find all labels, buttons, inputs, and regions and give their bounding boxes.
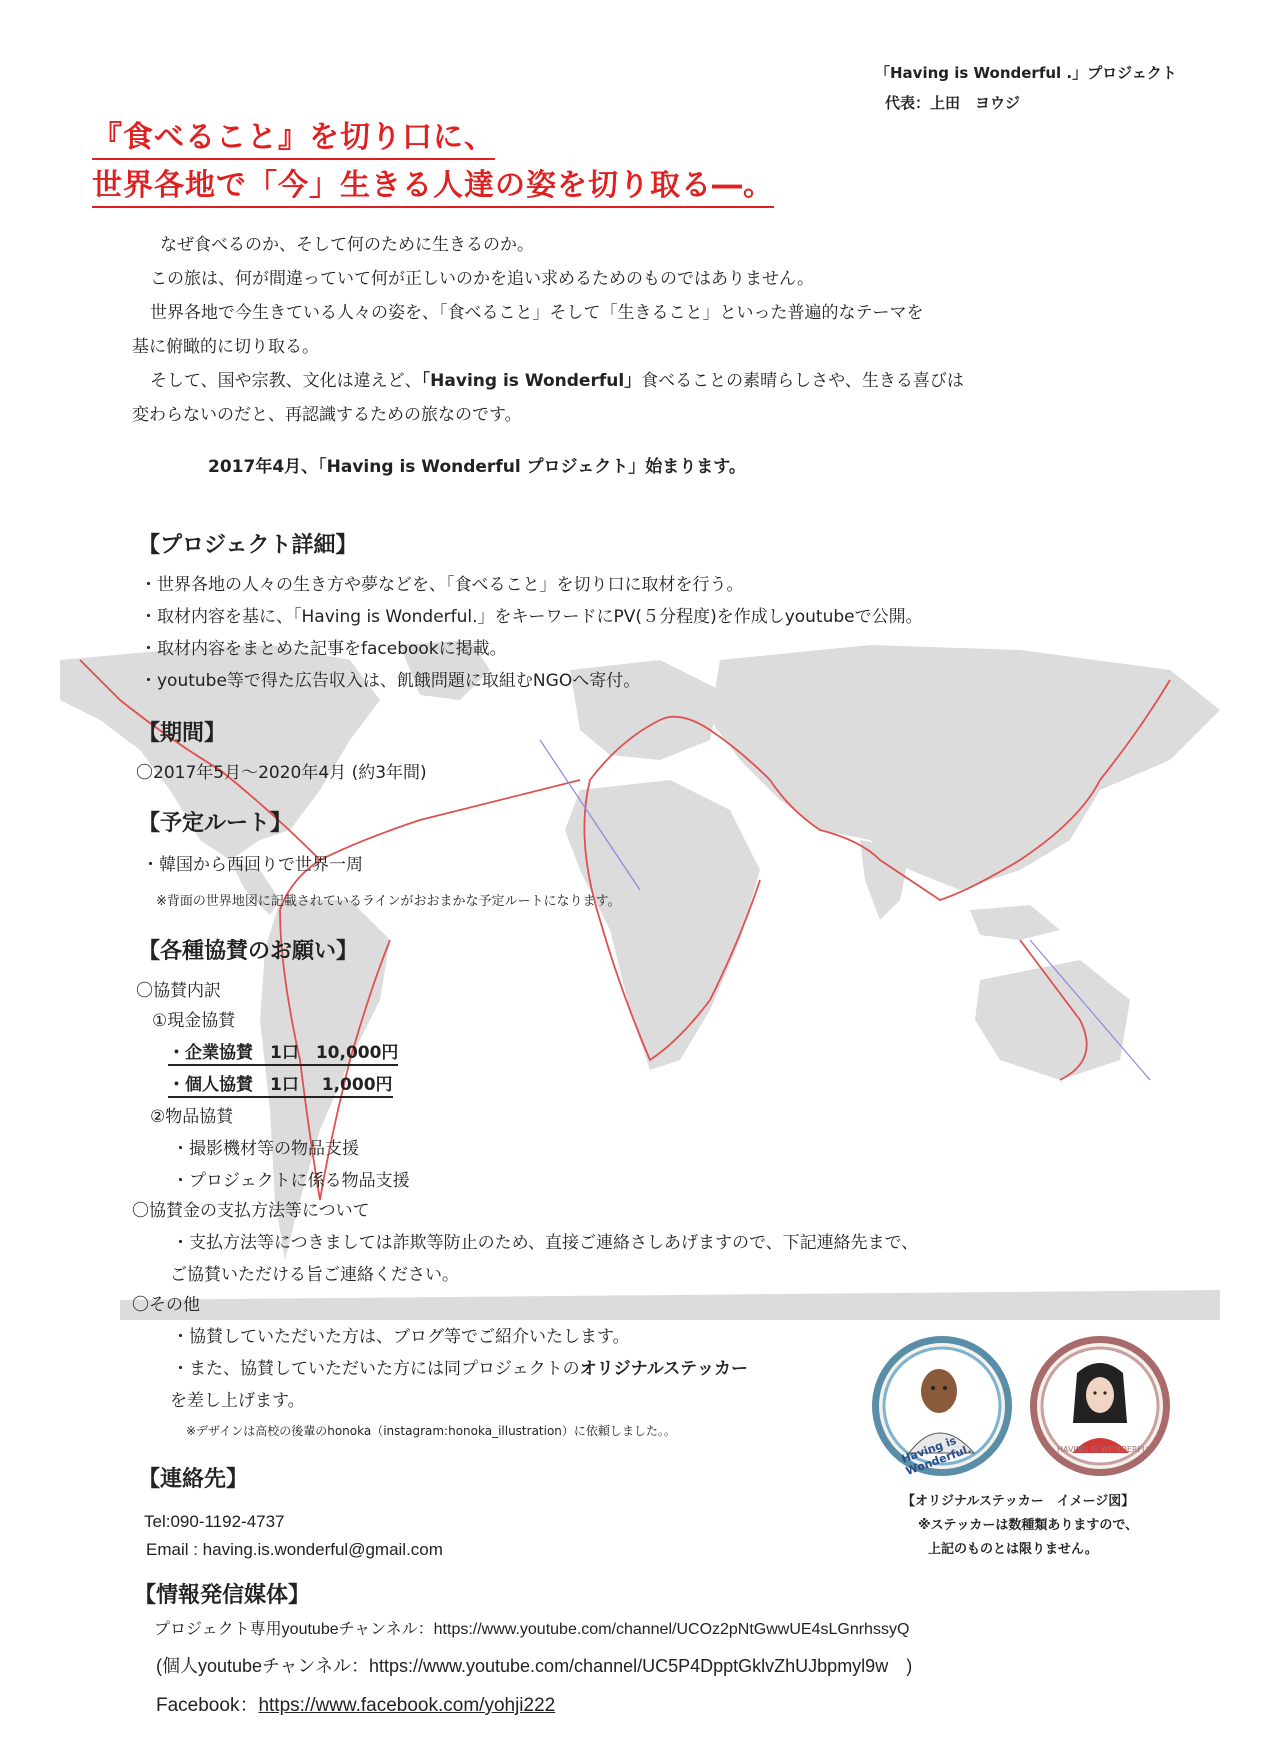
sponsor-corporate: ・企業協賛 1口 10,000円: [168, 1043, 398, 1066]
sticker-text-1: Having is Wonderful.: [899, 1433, 973, 1479]
other-title: 〇その他: [132, 1295, 200, 1315]
details-item: ・取材内容をまとめた記事をfacebookに掲載。: [140, 639, 507, 659]
contact-tel: Tel:090-1192-4737: [144, 1512, 285, 1531]
facebook-link[interactable]: https://www.facebook.com/yohji222: [258, 1695, 556, 1716]
media-title: 【情報発信媒体】: [134, 1583, 311, 1608]
payment-text-a: ・支払方法等につきましては詐欺等防止のため、直接ご連絡さしあげますので、下記連絡先まで、: [172, 1233, 919, 1253]
other-text-b-pre: ・また、協賛していただいた方には同プロジェクトの: [172, 1359, 580, 1379]
intro-p3a: 世界各地で今生きている人々の姿を、「食べること」そして「生きること」といった普遍的なテーマを: [150, 303, 924, 323]
sponsor-goods-item: ・プロジェクトに係る物品支援: [172, 1171, 410, 1191]
sponsor-title: 【各種協賛のお願い】: [138, 939, 359, 964]
route-title: 【予定ルート】: [138, 811, 293, 836]
sponsor-personal-wrap: [168, 1070, 393, 1095]
intro-p3b: 基に俯瞰的に切り取る。: [132, 337, 319, 357]
project-header: [875, 58, 1177, 118]
other-text-b: [172, 1354, 748, 1379]
sponsor-personal: ・個人協賛 1口 1,000円: [168, 1075, 393, 1098]
sticker-caption-2: ※ステッカーは数種類ありますので、: [918, 1518, 1139, 1533]
intro-p4a-post: 食べることの素晴らしさや、生きる喜びは: [641, 371, 964, 391]
sponsor-goods: ②物品協賛: [150, 1107, 234, 1127]
sponsor-cash: ①現金協賛: [152, 1011, 236, 1031]
headline-line1: 『食べること』を切り口に、: [92, 112, 495, 160]
project-start: 2017年4月、「Having is Wonderful プロジェクト」始まります。: [208, 457, 746, 477]
media-youtube-project: プロジェクト専用youtubeチャンネル：https://www.youtube.com/channel/UCOz2pNtGwwUE4sLGnrhssyQ: [154, 1621, 910, 1638]
sponsor-corporate-wrap: [168, 1038, 398, 1063]
intro-p4a: [150, 364, 964, 398]
period-value: 〇2017年5月〜2020年4月 (約3年間): [136, 763, 427, 783]
intro-p2: この旅は、何が間違っていて何が正しいのかを追い求めるためのものではありません。: [150, 269, 815, 289]
contact-email: Email : having.is.wonderful@gmail.com: [146, 1540, 443, 1559]
sponsor-goods-item: ・撮影機材等の物品支援: [172, 1139, 359, 1159]
payment-text-b: ご協賛いただける旨ご連絡ください。: [170, 1265, 459, 1285]
intro-p1: なぜ食べるのか、そして何のために生きるのか。: [160, 235, 534, 255]
intro-p4b: 変わらないのだと、再認識するための旅なのです。: [132, 405, 522, 425]
other-text-c: を差し上げます。: [170, 1391, 305, 1411]
sticker-image-man: [872, 1336, 1012, 1479]
headline-line2: 世界各地で「今」生きる人達の姿を切り取る―。: [92, 160, 774, 208]
intro-p4a-bold: 「Having is Wonderful」: [421, 371, 642, 391]
media-facebook: [156, 1690, 555, 1717]
intro-p4a-pre: そして、国や宗教、文化は違えど、: [150, 371, 422, 391]
representative: 代表：上田 ヨウジ: [885, 94, 1021, 112]
payment-title: 〇協賛金の支払方法等について: [132, 1201, 370, 1221]
details-item: ・取材内容を基に、「Having is Wonderful.」をキーワードにPV(５分程度)を作成しyoutubeで公開。: [140, 607, 923, 627]
details-title: 【プロジェクト詳細】: [138, 533, 358, 558]
period-title: 【期間】: [138, 721, 227, 746]
contact-title: 【連絡先】: [138, 1467, 249, 1492]
design-note: ※デザインは高校の後輩のhonoka（instagram:honoka_illustration）に依頼しました。。: [186, 1424, 676, 1438]
media-youtube-personal: (個人youtubeチャンネル：https://www.youtube.com/channel/UC5P4DpptGklvZhUJbpmyl9w ): [156, 1656, 913, 1676]
other-text-a: ・協賛していただいた方は、ブログ等でご紹介いたします。: [172, 1327, 630, 1347]
details-item: ・世界各地の人々の生き方や夢などを、「食べること」を切り口に取材を行う。: [140, 575, 744, 595]
facebook-label: Facebook：: [156, 1695, 259, 1716]
sticker-caption-3: 上記のものとは限りません。: [928, 1542, 1098, 1557]
project-name: 「Having is Wonderful .」プロジェクト: [875, 64, 1177, 82]
sponsor-breakdown: 〇協賛内訳: [136, 981, 221, 1001]
route-note: ※背面の世界地図に記載されているラインがおおまかな予定ルートになります。: [156, 894, 621, 909]
sticker-text-2: HAVING IS WONDERFUL: [1057, 1445, 1153, 1454]
sticker-caption-1: 【オリジナルステッカー イメージ図】: [902, 1494, 1135, 1509]
details-item: ・youtube等で得た広告収入は、飢餓問題に取組むNGOへ寄付。: [140, 671, 641, 691]
sticker-image-woman: [1030, 1336, 1170, 1476]
other-text-b-bold: オリジナルステッカー: [579, 1359, 748, 1379]
route-item: ・韓国から西回りで世界一周: [142, 855, 363, 875]
